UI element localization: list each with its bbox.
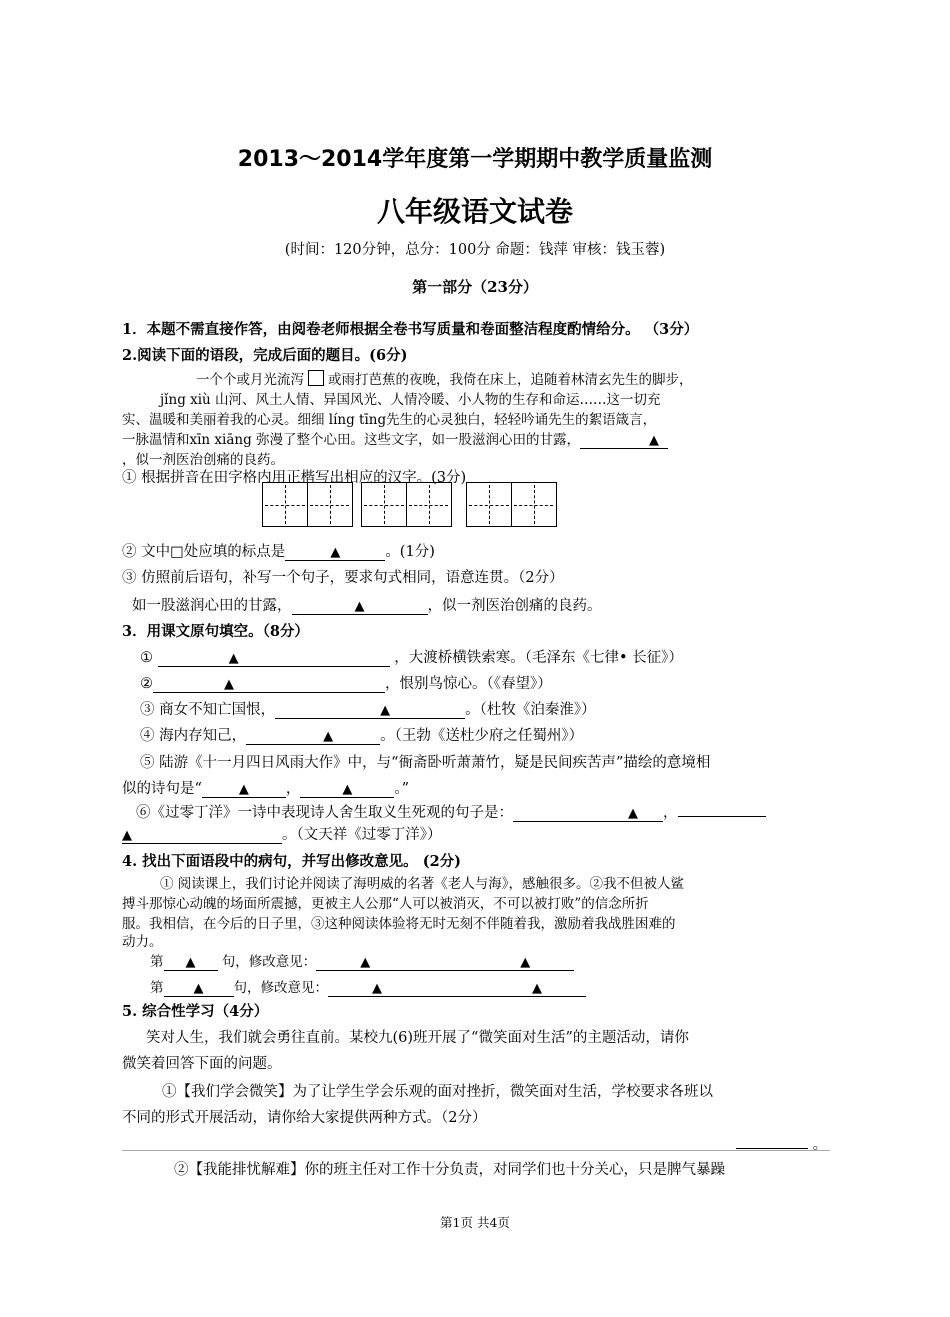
answer-blank[interactable]: ▲	[300, 783, 394, 798]
q4-answer-row-1: 第 ▲ 句，修改意见： ▲ ▲	[150, 950, 574, 971]
q5-intro-line-1: 笑对人生，我们就会勇往直前。某校九(6)班开展了“微笑面对生活”的主题活动，请你	[146, 1030, 689, 1046]
q4-answer-row-2: 第 ▲ 句，修改意见： ▲ ▲	[150, 976, 586, 997]
answer-blank[interactable]: ▲	[122, 829, 282, 844]
answer-blank[interactable]: ▲	[292, 600, 428, 615]
answer-blank[interactable]: ▲	[158, 652, 390, 667]
answer-blank[interactable]: ▲	[202, 783, 286, 798]
q2-sub3-answer: 如一股滋润心田的甘露， ▲ ，似一剂医治创痛的良药。	[132, 598, 602, 614]
q2-passage-line-3: 实、温暖和美丽着我的心灵。细细 líng tīng先生的心灵独白，轻轻吟诵先生的絮语箴言，	[122, 412, 657, 428]
answer-blank[interactable]: ▲	[164, 956, 218, 971]
answer-blank[interactable]: ▲ ▲	[328, 982, 586, 997]
exam-title: 2013～2014学年度第一学期期中教学质量监测	[237, 147, 713, 172]
q2-passage-line-4: 一脉温情和xīn xiāng 弥漫了整个心田。这些文字，如一股滋润心田的甘露， ▲	[122, 428, 668, 449]
q5-sub1-answer-end: 。	[736, 1133, 827, 1154]
page-footer: 第1页 共4页	[440, 1215, 510, 1230]
q3-item-5-answer: 似的诗句是“ ▲ ， ▲ 。”	[122, 781, 410, 797]
q1-text: 1．本题不需直接作答，由阅卷老师根据全卷书写质量和卷面整洁程度酌情给分。 （3分）	[122, 321, 699, 338]
answer-blank[interactable]	[678, 802, 766, 817]
q2-passage-line-2: jǐng xiù 山河、风土人情、异国风光、人情冷暖、小人物的生存和命运……这一切充	[160, 392, 661, 408]
q2-sub3: ③ 仿照前后语句，补写一个句子，要求句式相同，语意连贯。（2分）	[122, 570, 564, 586]
answer-rule[interactable]	[122, 1150, 830, 1151]
q2-passage-line-1: 一个个或月光流泻 或雨打芭蕉的夜晚，我倚在床上，追随着林清玄先生的脚步，	[196, 372, 693, 388]
answer-blank[interactable]: ▲	[153, 678, 385, 693]
answer-blank[interactable]: ▲	[513, 807, 663, 822]
answer-blank[interactable]: ▲	[285, 546, 385, 561]
q4-passage-line-4: 动力。	[122, 934, 163, 950]
answer-blank[interactable]: ▲ ▲	[316, 956, 574, 971]
q2-heading: 2.阅读下面的语段，完成后面的题目。(6分)	[122, 347, 408, 364]
tianzige-group-1[interactable]	[262, 482, 353, 527]
q5-heading: 5. 综合性学习（4分）	[122, 1003, 269, 1020]
q4-passage-line-3: 服。我相信，在今后的日子里，③这种阅读体验将无时无刻不伴随着我，激励着我战胜困难的	[122, 916, 676, 932]
punctuation-box	[308, 370, 324, 386]
q5-sub2-line-1: ②【我能排忧解难】你的班主任对工作十分负责，对同学们也十分关心，只是脾气暴躁	[174, 1162, 725, 1178]
q3-item-3: ③ 商女不知亡国恨， ▲ 。（杜牧《泊秦淮》）	[140, 702, 596, 718]
q3-item-4: ④ 海内存知己， ▲ 。（王勃《送杜少府之任蜀州》）	[140, 728, 584, 744]
answer-blank[interactable]: ▲	[580, 434, 668, 449]
q3-item-2: ② ▲ ，恨别鸟惊心。（《春望》）	[140, 676, 552, 692]
exam-info: (时间：120分钟，总分：100分 命题：钱萍 审核：钱玉蓉)	[284, 242, 666, 258]
q3-item-5: ⑤ 陆游《十一月四日风雨大作》中，与“衙斋卧听萧萧竹，疑是民间疾苦声”描绘的意境相	[140, 755, 711, 771]
q4-passage-line-2: 搏斗那惊心动魄的场面所震撼，更被主人公那“人可以被消灭，不可以被打败”的信念所折	[122, 896, 649, 912]
q4-heading: 4. 找出下面语段中的病句，并写出修改意见。 (2分)	[122, 853, 462, 870]
q2-sub2: ② 文中□处应填的标点是 ▲ 。(1分)	[122, 544, 435, 560]
q4-passage-line-1: ① 阅读课上，我们讨论并阅读了海明威的名著《老人与海》，感触很多。②我不但被人鲨	[160, 876, 685, 892]
exam-subtitle: 八年级语文试卷	[376, 195, 573, 228]
part-heading: 第一部分（23分）	[412, 278, 538, 296]
answer-blank[interactable]: ▲	[246, 730, 380, 745]
q3-item-1: ① ▲ ，大渡桥横铁索寒。（毛泽东《七律• 长征》）	[140, 650, 683, 666]
tianzige-group-2[interactable]	[361, 482, 452, 527]
tianzige-group-3[interactable]	[466, 482, 557, 527]
q5-sub1-line-2: 不同的形式开展活动，请你给大家提供两种方式。（2分）	[122, 1110, 487, 1126]
q5-sub1-line-1: ①【我们学会微笑】为了让学生学会乐观的面对挫折，微笑面对生活，学校要求各班以	[162, 1084, 713, 1100]
q3-item-6-answer: ▲ 。（文天祥《过零丁洋》）	[122, 827, 442, 843]
answer-blank[interactable]: ▲	[275, 704, 465, 719]
q3-item-6: ⑥《过零丁洋》一诗中表现诗人舍生取义生死观的句子是： ▲ ，	[136, 801, 766, 822]
q5-intro-line-2: 微笑着回答下面的问题。	[122, 1056, 282, 1072]
q2-passage-line-5: ，似一剂医治创痛的良药。	[122, 452, 284, 468]
q3-heading: 3．用课文原句填空。（8分）	[122, 623, 309, 640]
q2-sub1: ① 根据拼音在田字格内用正楷写出相应的汉字。(3分)	[122, 470, 467, 486]
answer-blank[interactable]: ▲	[164, 982, 234, 997]
